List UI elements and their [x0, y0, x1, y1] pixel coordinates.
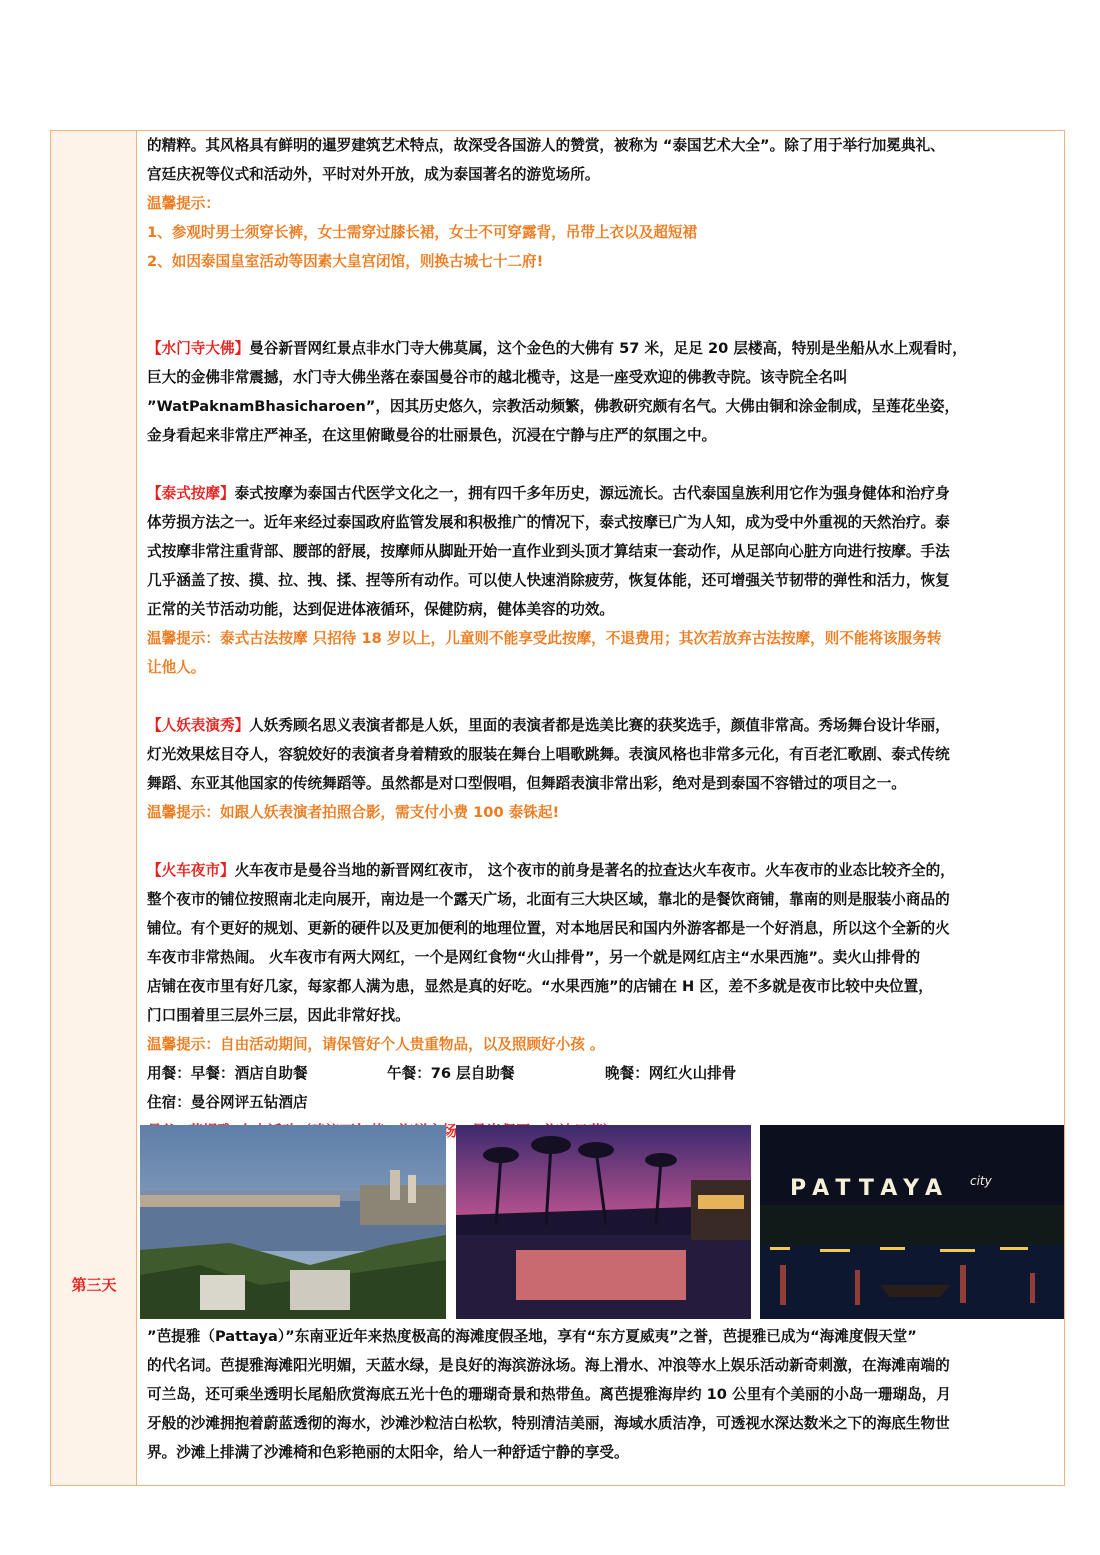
- massage-tip: 让他人。: [147, 659, 206, 676]
- massage-paragraph: 【泰式按摩】泰式按摩为泰国古代医学文化之一，拥有四千多年历史，源远流长。古代泰国皇族利用它作为强身健体和治疗身: [147, 485, 950, 502]
- massage-line: 几乎涵盖了按、摸、拉、拽、揉、捏等所有动作。可以使人快速消除疲劳，恢复体能，还可增强关节韧带的弹性和活力，恢复: [147, 572, 950, 589]
- day-column: [51, 131, 137, 1485]
- meal-breakfast: 用餐：早餐：酒店自助餐: [147, 1065, 308, 1082]
- intro-line: 的精粹。其风格具有鲜明的暹罗建筑艺术特点，故深受各国游人的赞赏，被称为 “泰国艺术大全”。除了用于举行加冕典礼、: [147, 137, 945, 154]
- massage-line: 体劳损方法之一。近年来经过泰国政府监管发展和积极推广的情况下，泰式按摩已广为人知，成为受中外重视的天然治疗。泰: [147, 514, 950, 531]
- market-tip: 温馨提示：自由活动期间，请保管好个人贵重物品，以及照顾好小孩 。: [147, 1036, 605, 1053]
- meals-row: [147, 1059, 1059, 1088]
- intro-line: 宫廷庆祝等仪式和活动外，平时对外开放，成为泰国著名的游览场所。: [147, 166, 600, 183]
- sign-text: PATTAYA: [790, 1176, 951, 1201]
- market-line: 整个夜市的铺位按照南北走向展开，南边是一个露天广场，北面有三大块区域，靠北的是餐饮商铺，靠南的则是服装小商品的: [147, 891, 950, 908]
- pattaya-sign-photo: [760, 1125, 1064, 1319]
- pattaya-line: 牙般的沙滩拥抱着蔚蓝透彻的海水，沙滩沙粒洁白松软，特别清洁美丽，海域水质洁净，可透视水深达数米之下的海底生物世: [147, 1415, 950, 1432]
- itinerary-table: [50, 130, 1065, 1486]
- pattaya-line: 可兰岛，还可乘坐透明长尾船欣赏海底五光十色的珊瑚奇景和热带鱼。离芭提雅海岸约 10 公里有个美丽的小岛一珊瑚岛，月: [147, 1386, 951, 1403]
- pattaya-line: 的代名词。芭提雅海滩阳光明媚，天蓝水绿，是良好的海滨游泳场。海上滑水、冲浪等水上娱乐活动新奇刺激，在海滩南端的: [147, 1357, 950, 1374]
- hotel-line: 住宿：曼谷网评五钻酒店: [147, 1094, 308, 1111]
- day-label: 第三天: [71, 1276, 117, 1294]
- massage-tip: 温馨提示：泰式古法按摩 只招待 18 岁以上，儿童则不能享受此按摩，不退费用；其次若放弃古法按摩，则不能将该服务转: [147, 630, 942, 647]
- massage-line: 式按摩非常注重背部、腰部的舒展，按摩师从脚趾开始一直作业到头顶才算结束一套动作，从足部向心脏方向进行按摩。手法: [147, 543, 950, 560]
- market-line: 店铺在夜市里有好几家，每家都人满为患，显然是真的好吃。“水果西施”的店铺在 H 区，差不多就是夜市比较中央位置，: [147, 978, 933, 995]
- pattaya-line: ”芭提雅（Pattaya）”东南亚近年来热度极高的海滩度假圣地，享有“东方夏威夷”之誉，芭提雅已成为“海滩度假天堂”: [147, 1328, 917, 1345]
- temple-line: 巨大的金佛非常震撼，水门寺大佛坐落在泰国曼谷市的越北榄寺，这是一座受欢迎的佛教寺院。该寺院全名叫: [147, 369, 848, 386]
- photo-row: [140, 1125, 1064, 1319]
- show-tip: 温馨提示：如跟人妖表演者拍照合影，需支付小费 100 泰铢起!: [147, 804, 560, 821]
- market-paragraph: 【火车夜市】火车夜市是曼谷当地的新晋网红夜市， 这个夜市的前身是著名的拉查达火车夜市。火车夜市的业态比较齐全的，: [147, 862, 955, 879]
- sign-small-text: city: [970, 1174, 992, 1188]
- market-line: 门口围着里三层外三层，因此非常好找。: [147, 1007, 410, 1024]
- temple-paragraph: 【水门寺大佛】曼谷新晋网红景点非水门寺大佛莫属，这个金色的大佛有 57 米，足足 20 层楼高，特别是坐船从水上观看时，: [147, 340, 967, 357]
- massage-title: 【泰式按摩】: [147, 485, 235, 502]
- meal-lunch: 午餐：76 层自助餐: [387, 1065, 515, 1082]
- temple-title: 【水门寺大佛】: [147, 340, 250, 357]
- show-paragraph: 【人妖表演秀】人妖秀顾名思义表演者都是人妖，里面的表演者都是选美比赛的获奖选手，颜值非常高。秀场舞台设计华丽，: [147, 717, 950, 734]
- massage-line: 正常的关节活动功能，达到促进体液循环，保健防病，健体美容的功效。: [147, 601, 615, 618]
- market-line: 铺位。有个更好的规划、更新的硬件以及更加便利的地理位置，对本地居民和国内外游客都是一个好消息，所以这个全新的火: [147, 920, 950, 937]
- show-title: 【人妖表演秀】: [147, 717, 250, 734]
- temple-line: ”WatPaknamBhasicharoen”，因其历史悠久，宗教活动频繁，佛教研究颇有名气。大佛由铜和涂金制成，呈莲花坐姿，: [147, 398, 960, 415]
- meal-dinner: 晚餐：网红火山排骨: [605, 1065, 737, 1082]
- pattaya-description: [147, 1322, 1059, 1467]
- market-title: 【火车夜市】: [147, 862, 235, 879]
- market-line: 车夜市非常热闹。 火车夜市有两大网红，一个是网红食物“火山排骨”，另一个就是网红店主“水果西施”。卖火山排骨的: [147, 949, 921, 966]
- pattaya-sunset-photo: [456, 1125, 751, 1319]
- pattaya-line: 界。沙滩上排满了沙滩椅和色彩艳丽的太阳伞，给人一种舒适宁静的享受。: [147, 1444, 629, 1461]
- tip-title: 温馨提示：: [147, 195, 220, 212]
- tip-line: 2、如因泰国皇室活动等因素大皇宫闭馆，则换古城七十二府!: [147, 253, 544, 270]
- temple-line: 金身看起来非常庄严神圣，在这里俯瞰曼谷的壮丽景色，沉浸在宁静与庄严的氛围之中。: [147, 427, 717, 444]
- show-line: 舞蹈、东亚其他国家的传统舞蹈等。虽然都是对口型假唱，但舞蹈表演非常出彩，绝对是到泰国不容错过的项目之一。: [147, 775, 906, 792]
- day-content: [147, 131, 1059, 1146]
- tip-line: 1、参观时男士须穿长裤，女士需穿过膝长裙，女士不可穿露背，吊带上衣以及超短裙: [147, 224, 698, 241]
- show-line: 灯光效果炫目夺人，容貌姣好的表演者身着精致的服装在舞台上唱歌跳舞。表演风格也非常多元化，有百老汇歌剧、泰式传统: [147, 746, 950, 763]
- pattaya-bay-photo: [140, 1125, 446, 1319]
